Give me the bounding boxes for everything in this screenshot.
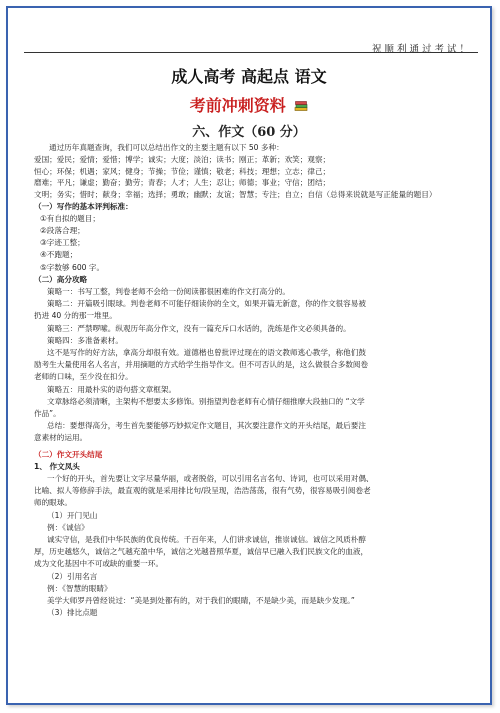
criteria-item: ⑤字数够 600 字。 xyxy=(40,262,105,272)
strategy-item: 策略一：书写工整，判卷老师不会给一份阅读都很困难的作文打高分的。 xyxy=(47,287,290,296)
strategy-summary-cont: 意素材的运用。 xyxy=(34,433,88,443)
example-title: 例：《智慧的眼睛》 xyxy=(47,583,112,593)
themes-line: 磨难；平凡；谦虚；勤奋；勤劳；青春；人才；人生；忍让；师德；事业；守信；团结； xyxy=(34,178,331,188)
doc-subtitle-text: 考前冲刺资料 xyxy=(189,96,286,115)
themes-line: 文明；务实；惜时；献身；幸福；选择；勇敢；幽默；友谊；智慧；专注；自立；自信（总得来说就是写正能量的题目） xyxy=(34,189,437,199)
strategy-note-cont: 励考生大量使用名人名言，并用摘题的方式给学生指导作文。但不可否认的是，这么做很合多数阅卷 xyxy=(34,360,369,370)
strategy-note: 文章脉络必须清晰，主架构不想要太多修饰。别指望判卷老师有心情仔细推摩大段抽口的 “文学 xyxy=(47,396,365,406)
header-rule xyxy=(24,52,478,53)
criteria-item: ②段落合理； xyxy=(40,225,85,235)
strategy-item: 策略五：用最朴实的语句搭文章框架。 xyxy=(47,384,177,394)
example-text-cont: 成为文化基因中不可或缺的重要一环。 xyxy=(34,559,164,569)
strategy-heading: （二）高分攻略 xyxy=(34,274,88,284)
intro-lead: 通过历年真题查询，我们可以总结出作文的主要主题有以下 50 多种： xyxy=(49,143,284,152)
opening-heading: （二）作文开头结尾 xyxy=(34,449,103,459)
strategy-item: 策略二：开篇吸引眼球。判卷老师不可能仔细读你的全文，如果开篇无新意，你的作文很容易被 xyxy=(47,299,366,309)
books-icon xyxy=(294,100,308,112)
section-title: 六、作文（60 分） xyxy=(192,125,306,140)
doc-title: 成人高考 高起点 语文 xyxy=(171,67,327,86)
example-text: 诚实守信，是我们中华民族的优良传统。千百年来，人们讲求诚信，推崇诚信。诚信之风质朴醇 xyxy=(47,535,366,545)
example-text: 美学大师罗丹曾经说过：“美是到处都有的，对于我们的眼睛，不是缺少美，而是缺少发现。” xyxy=(47,596,355,606)
criteria-heading: （一）写作的基本评判标准： xyxy=(34,201,133,211)
doc-subtitle xyxy=(14,93,484,116)
themes-line: 恒心；环保；机遇；家风；健身；节操；节俭；谨慎；敬老；科技；理想；立志；律己； xyxy=(34,166,331,176)
document-page xyxy=(14,14,484,699)
criteria-item: ④不跑题； xyxy=(40,250,78,260)
header-blessing: 祝顺利通过考试！ xyxy=(371,44,472,55)
example-text-cont: 厚，历史越悠久，诚信之气越充盈中华，诚信之光越普照华夏，诚信早已融入我们民族文化的血液， xyxy=(34,547,369,557)
theme-list xyxy=(34,154,470,200)
criteria-item: ①有自拟的题目； xyxy=(40,213,100,223)
opening-paragraph-cont: 师的眼球。 xyxy=(34,498,72,508)
themes-line: 爱国；爱民；爱情；爱惜；博学；诚实；大度；淡泊；读书；刚正；革新；欢笑；观察； xyxy=(34,155,331,165)
criteria-item: ③字迹工整； xyxy=(40,238,85,248)
strategy-summary: 总结：要想得高分，考生首先要能够巧妙拟定作文题目，其次要注意作文的开头结尾，最后要注 xyxy=(47,421,366,431)
strategy-note-cont: 作品”。 xyxy=(34,409,61,419)
method-heading: （1）开门见山 xyxy=(47,510,98,520)
method-heading: （2）引用名言 xyxy=(47,571,98,581)
strategy-note-cont: 老师的口味，至少没在扣分。 xyxy=(34,372,133,382)
document-body xyxy=(34,142,470,619)
method-heading: （3）排比点题 xyxy=(47,608,98,618)
opening-paragraph-cont: 比喻、拟人等修辞手法，最直观的就是采用排比句/段呈现，浩浩荡荡，很有气势，很容易吸引阅卷老 xyxy=(34,486,371,496)
example-title: 例：《诚信》 xyxy=(47,522,89,532)
opening-subheading: 1、 作文凤头 xyxy=(34,461,80,471)
strategy-item: 策略三：严禁啰嗦。纵观历年高分作文，没有一篇充斥口水话的，洗练是作文必须具备的。 xyxy=(47,323,351,333)
strategy-item-cont: 扔进 40 分的那一堆里。 xyxy=(34,311,117,321)
strategy-note: 这不是写作的好方法，拿高分却很有效。道德楷也曾批评过现在的语文教师逃心教学，称他们鼓 xyxy=(47,348,366,358)
strategy-item: 策略四：多准备素材。 xyxy=(47,335,123,345)
opening-paragraph: 一个好的开头，首先要让文字尽量华丽，或者脱俗，可以引用名言名句、诗词，也可以采用对偶、 xyxy=(47,474,374,484)
